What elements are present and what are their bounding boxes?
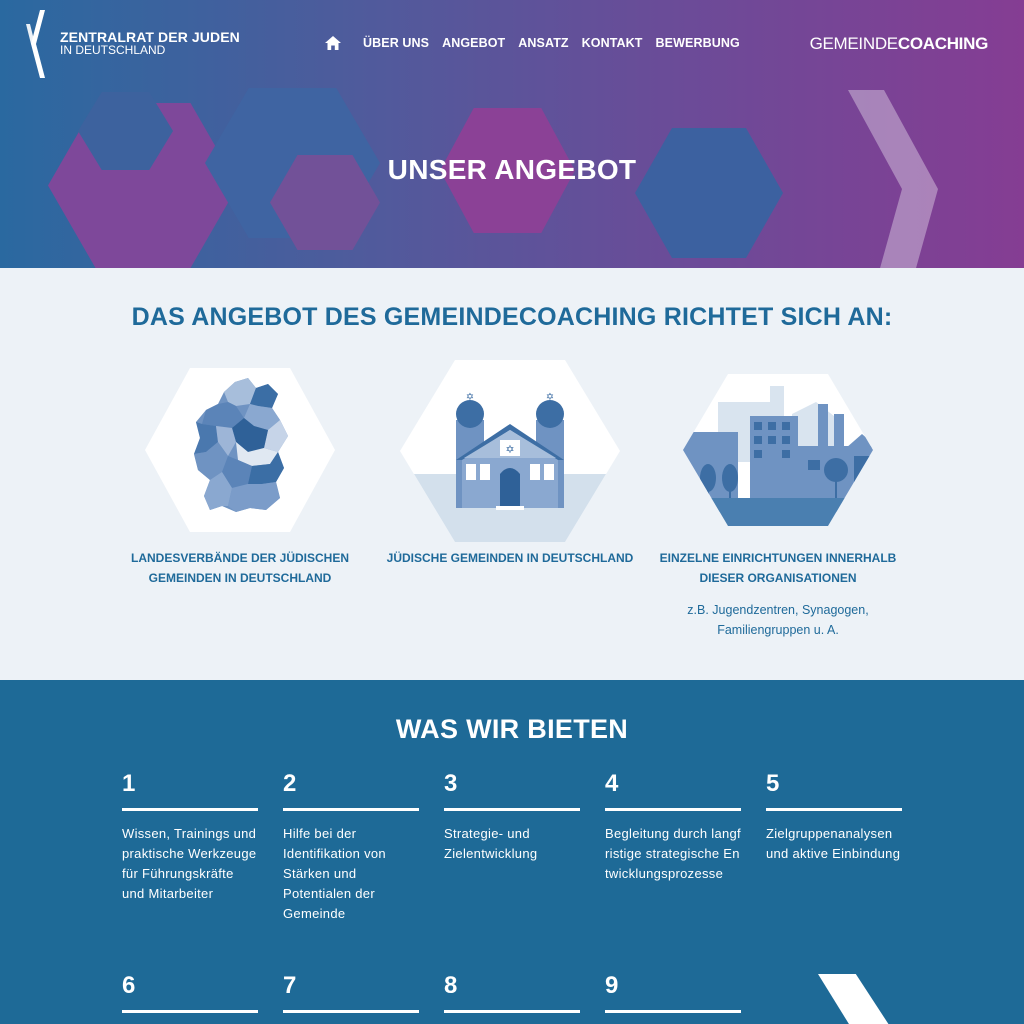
nav-item-angebot[interactable]: ANGEBOT <box>442 36 506 50</box>
svg-text:✡: ✡ <box>505 443 515 456</box>
offer-divider <box>605 808 741 811</box>
nav-item-ueber-uns[interactable]: ÜBER UNS <box>363 36 430 50</box>
svg-text:✡: ✡ <box>545 392 555 403</box>
audience-hexagon <box>678 360 878 540</box>
offer-number: 4 <box>605 770 619 797</box>
offer-divider <box>283 1010 419 1013</box>
audience-section <box>0 268 1024 680</box>
audience-item-gemeinden <box>380 360 640 568</box>
offer-divider <box>766 808 902 811</box>
hero-banner <box>0 0 1024 268</box>
offer-number: 5 <box>766 770 780 797</box>
audience-item-landesverbaende <box>110 360 370 588</box>
offer-divider <box>444 1010 580 1013</box>
page-title: UNSER ANGEBOT <box>387 154 637 185</box>
offer-item-5 <box>766 770 902 864</box>
brand-light-part: GEMEINDE <box>809 34 898 53</box>
offer-number: 1 <box>122 770 136 797</box>
audience-item-einrichtungen <box>648 360 908 640</box>
synagogue-icon <box>400 360 620 542</box>
nav-item-kontakt[interactable]: KONTAKT <box>581 36 643 50</box>
germany-map-icon <box>140 360 340 540</box>
audience-hexagon <box>410 360 610 540</box>
offer-item-8 <box>444 972 580 1013</box>
offer-number: 9 <box>605 972 619 999</box>
gemeindecoaching-brand[interactable] <box>810 34 988 54</box>
nav-item-ansatz[interactable]: ANSATZ <box>518 36 569 50</box>
nav-item-bewerbung[interactable]: BEWERBUNG <box>655 36 740 50</box>
brand-bold-part: COACHING <box>897 34 988 53</box>
offer-divider <box>605 1010 741 1013</box>
zentralrat-logo-icon[interactable] <box>26 10 52 78</box>
audience-label <box>380 548 640 568</box>
offer-divider <box>283 808 419 811</box>
svg-text:✡: ✡ <box>465 392 475 403</box>
audience-sub-text <box>648 600 908 640</box>
offer-item-9 <box>605 972 741 1013</box>
logo-subtitle: IN DEUTSCHLAND <box>60 43 166 57</box>
home-icon[interactable] <box>325 36 341 50</box>
offer-divider <box>122 808 258 811</box>
offer-section <box>0 680 1024 1024</box>
audience-label-line: JÜDISCHE GEMEINDEN IN DEUTSCHLAND <box>386 551 634 565</box>
audience-heading: DAS ANGEBOT DES GEMEINDECOACHING RICHTET SICH AN: <box>131 303 893 331</box>
logo-title: ZENTRALRAT DER JUDEN <box>60 29 240 45</box>
offer-item-1 <box>122 770 258 904</box>
offer-divider <box>122 1010 258 1013</box>
audience-sub-line: Familiengruppen u. A. <box>717 623 839 637</box>
offer-number: 7 <box>283 972 297 999</box>
audience-label-line: DIESER ORGANISATIONEN <box>699 571 857 585</box>
audience-label-line: LANDESVERBÄNDE DER JÜDISCHEN <box>130 551 350 565</box>
offer-heading: WAS WIR BIETEN <box>395 714 629 744</box>
audience-label-line: GEMEINDEN IN DEUTSCHLAND <box>148 571 332 585</box>
offer-number: 8 <box>444 972 458 999</box>
offer-text: Zielgruppenanalysen und aktive Einbindung <box>766 826 901 861</box>
offer-text: Strategie- und Zielentwicklung <box>444 826 538 861</box>
offer-number: 2 <box>283 770 297 797</box>
offer-item-7 <box>283 972 419 1013</box>
offer-text: Begleitung durch langfristige strategische Entwicklungsprozesse <box>605 826 741 881</box>
offer-item-2 <box>283 770 419 924</box>
offer-number: 3 <box>444 770 458 797</box>
main-navigation <box>325 36 753 50</box>
audience-label <box>648 548 908 588</box>
offer-text: Wissen, Trainings und praktische Werkzeuge für Führungskräfte und Mitarbeiter <box>122 826 257 901</box>
zentralrat-logo-text[interactable] <box>60 30 240 57</box>
audience-hexagon <box>140 360 340 540</box>
offer-item-3 <box>444 770 580 864</box>
offer-divider <box>444 808 580 811</box>
offer-text: Hilfe bei der Identifikation von Stärken und Potentialen der Gemeinde <box>283 826 386 921</box>
offer-item-6 <box>122 972 258 1013</box>
offer-number: 6 <box>122 972 136 999</box>
audience-label <box>110 548 370 588</box>
city-icon <box>678 360 878 540</box>
audience-label-line: EINZELNE EINRICHTUNGEN INNERHALB <box>659 551 897 565</box>
hero-hexagon <box>635 128 783 258</box>
offer-item-4 <box>605 770 741 884</box>
offer-chevron-decoration <box>818 974 908 1024</box>
audience-sub-line: z.B. Jugendzentren, Synagogen, <box>687 603 869 617</box>
